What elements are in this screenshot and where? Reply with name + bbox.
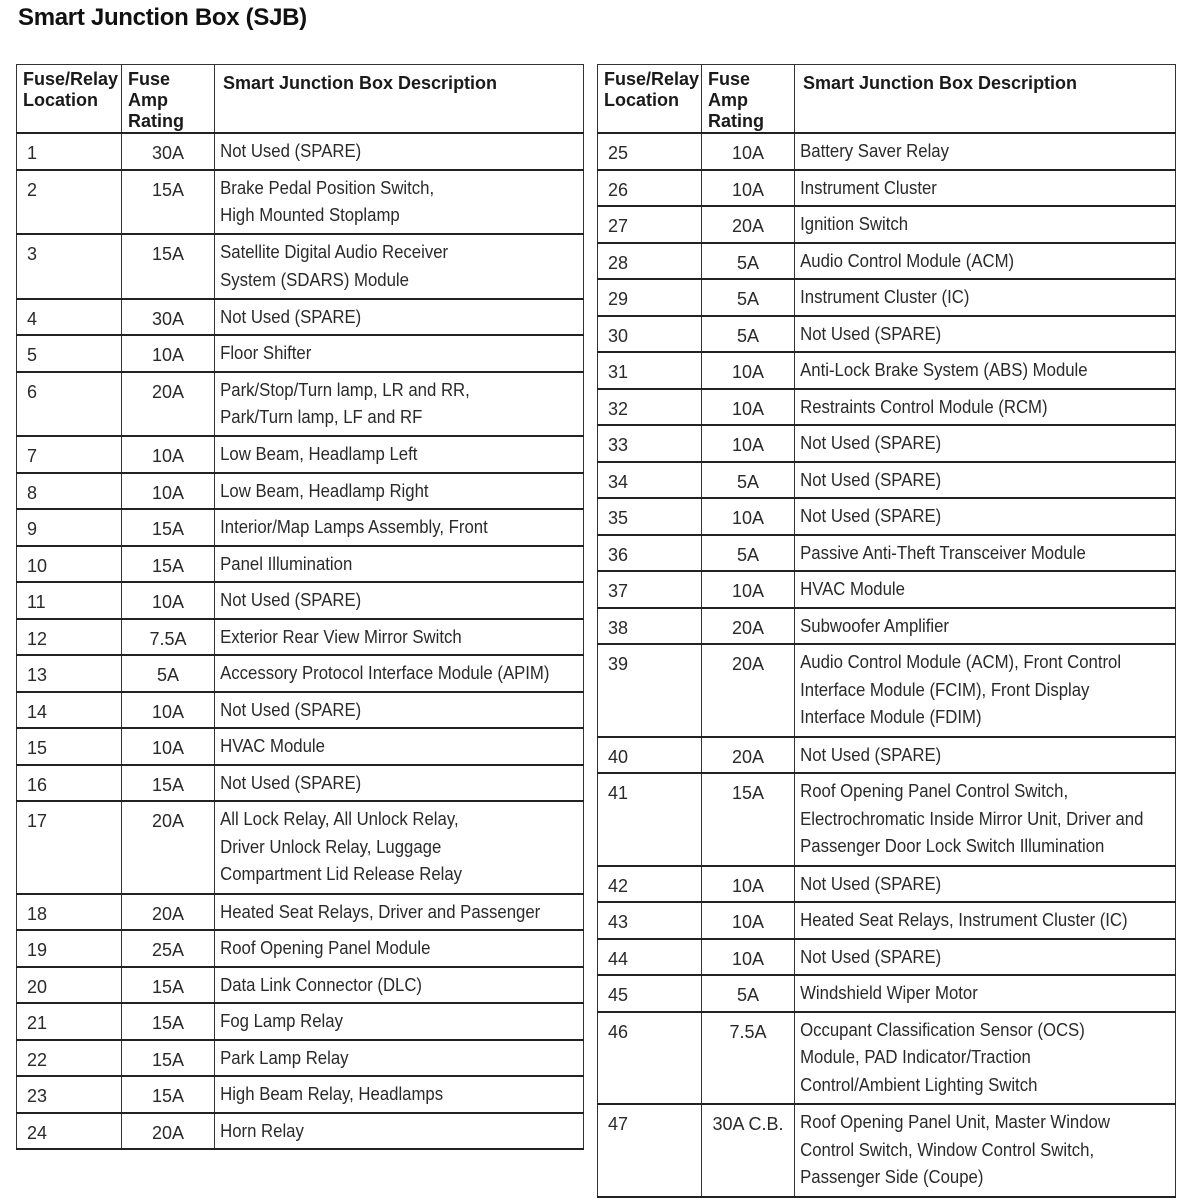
fuse-description: Interior/Map Lamps Assembly, Front xyxy=(215,509,558,546)
table-row xyxy=(598,773,1176,866)
fuse-amp-rating: 10A xyxy=(122,582,215,619)
fuse-location: 45 xyxy=(598,975,702,1012)
fuse-amp-rating: 15A xyxy=(122,234,215,299)
fuse-amp-rating: 10A xyxy=(122,692,215,729)
table-row xyxy=(17,335,584,372)
fuse-description: Ignition Switch xyxy=(795,206,1149,243)
table-row xyxy=(17,1113,584,1150)
fuse-amp-rating: 15A xyxy=(122,509,215,546)
fuse-amp-rating: 5A xyxy=(122,655,215,692)
fuse-amp-rating: 10A xyxy=(122,335,215,372)
table-row xyxy=(598,1104,1176,1197)
fuse-description: Low Beam, Headlamp Right xyxy=(215,473,558,510)
fuse-description: Roof Opening Panel Unit, Master Window Control Switch, Window Control Switch, Passenger Side (Coupe) xyxy=(795,1104,1149,1197)
table-row xyxy=(598,939,1176,976)
fuse-location: 23 xyxy=(17,1076,122,1113)
fuse-description: Brake Pedal Position Switch, High Mounted Stoplamp xyxy=(215,170,558,235)
fuse-location: 32 xyxy=(598,389,702,426)
table-row xyxy=(17,894,584,931)
fuse-description: Restraints Control Module (RCM) xyxy=(795,389,1149,426)
fuse-amp-rating: 10A xyxy=(702,571,795,608)
table-row xyxy=(17,473,584,510)
fuse-amp-rating: 10A xyxy=(122,436,215,473)
fuse-amp-rating: 5A xyxy=(702,975,795,1012)
table-row xyxy=(17,765,584,802)
fuse-location: 24 xyxy=(17,1113,122,1150)
header-location: Fuse/Relay Location xyxy=(17,65,122,134)
table-row xyxy=(598,316,1176,353)
table-row xyxy=(598,902,1176,939)
fuse-description: Instrument Cluster (IC) xyxy=(795,279,1149,316)
fuse-amp-rating: 10A xyxy=(702,389,795,426)
fuse-description: Audio Control Module (ACM), Front Control Interface Module (FCIM), Front Display Interface Module (FDIM) xyxy=(795,644,1149,737)
fuse-description: Exterior Rear View Mirror Switch xyxy=(215,619,558,656)
fuse-description: Windshield Wiper Motor xyxy=(795,975,1149,1012)
fuse-table-right xyxy=(597,64,1176,1198)
fuse-amp-rating: 10A xyxy=(702,866,795,903)
table-row xyxy=(17,372,584,437)
table-row xyxy=(598,608,1176,645)
table-row xyxy=(598,462,1176,499)
fuse-amp-rating: 15A xyxy=(122,1076,215,1113)
table-row xyxy=(598,279,1176,316)
fuse-amp-rating: 10A xyxy=(702,170,795,207)
table-row xyxy=(17,619,584,656)
header-row xyxy=(598,65,1176,134)
fuse-location: 21 xyxy=(17,1003,122,1040)
fuse-description: Not Used (SPARE) xyxy=(215,692,558,729)
fuse-amp-rating: 30A xyxy=(122,299,215,336)
fuse-description: Low Beam, Headlamp Left xyxy=(215,436,558,473)
fuse-description: Not Used (SPARE) xyxy=(215,582,558,619)
fuse-location: 20 xyxy=(17,967,122,1004)
fuse-description: Data Link Connector (DLC) xyxy=(215,967,558,1004)
table-row xyxy=(598,737,1176,774)
fuse-amp-rating: 10A xyxy=(702,902,795,939)
fuse-description: All Lock Relay, All Unlock Relay, Driver Unlock Relay, Luggage Compartment Lid Release Relay xyxy=(215,801,558,894)
fuse-location: 27 xyxy=(598,206,702,243)
fuse-location: 11 xyxy=(17,582,122,619)
table-row xyxy=(598,571,1176,608)
fuse-location: 43 xyxy=(598,902,702,939)
fuse-location: 38 xyxy=(598,608,702,645)
fuse-description: High Beam Relay, Headlamps xyxy=(215,1076,558,1113)
fuse-amp-rating: 30A xyxy=(122,133,215,170)
table-row xyxy=(17,436,584,473)
fuse-description: Not Used (SPARE) xyxy=(795,462,1149,499)
page-title: Smart Junction Box (SJB) xyxy=(18,4,307,31)
table-row xyxy=(598,866,1176,903)
table-row xyxy=(17,1040,584,1077)
table-row xyxy=(17,967,584,1004)
table-row xyxy=(17,930,584,967)
fuse-amp-rating: 5A xyxy=(702,279,795,316)
fuse-amp-rating: 10A xyxy=(702,498,795,535)
table-row xyxy=(17,1003,584,1040)
fuse-amp-rating: 7.5A xyxy=(122,619,215,656)
fuse-table-left xyxy=(16,64,584,1150)
fuse-location: 17 xyxy=(17,801,122,894)
fuse-amp-rating: 10A xyxy=(122,473,215,510)
fuse-description: Not Used (SPARE) xyxy=(215,765,558,802)
table-row xyxy=(598,206,1176,243)
fuse-amp-rating: 20A xyxy=(702,206,795,243)
fuse-location: 18 xyxy=(17,894,122,931)
fuse-location: 12 xyxy=(17,619,122,656)
table-row xyxy=(17,801,584,894)
table-row xyxy=(17,170,584,235)
header-amp-rating: Fuse Amp Rating xyxy=(122,65,215,134)
fuse-description: Not Used (SPARE) xyxy=(795,939,1149,976)
table-row xyxy=(17,133,584,170)
fuse-description: Not Used (SPARE) xyxy=(795,498,1149,535)
table-row xyxy=(598,133,1176,170)
fuse-description: Accessory Protocol Interface Module (APIM) xyxy=(215,655,558,692)
fuse-amp-rating: 15A xyxy=(122,1003,215,1040)
fuse-amp-rating: 10A xyxy=(702,425,795,462)
fuse-location: 22 xyxy=(17,1040,122,1077)
fuse-description: Not Used (SPARE) xyxy=(795,425,1149,462)
fuse-description: Subwoofer Amplifier xyxy=(795,608,1149,645)
fuse-location: 25 xyxy=(598,133,702,170)
fuse-description: Roof Opening Panel Control Switch, Electrochromatic Inside Mirror Unit, Driver and Passenger Door Lock Switch Illumination xyxy=(795,773,1149,866)
fuse-description: Heated Seat Relays, Instrument Cluster (IC) xyxy=(795,902,1149,939)
fuse-amp-rating: 15A xyxy=(702,773,795,866)
fuse-description: Roof Opening Panel Module xyxy=(215,930,558,967)
fuse-location: 41 xyxy=(598,773,702,866)
fuse-location: 34 xyxy=(598,462,702,499)
fuse-location: 19 xyxy=(17,930,122,967)
fuse-amp-rating: 5A xyxy=(702,316,795,353)
header-location: Fuse/Relay Location xyxy=(598,65,702,134)
fuse-location: 35 xyxy=(598,498,702,535)
table-row xyxy=(17,546,584,583)
table-row xyxy=(598,425,1176,462)
fuse-description: Panel Illumination xyxy=(215,546,558,583)
fuse-amp-rating: 20A xyxy=(122,894,215,931)
table-row xyxy=(17,582,584,619)
fuse-description: Not Used (SPARE) xyxy=(795,866,1149,903)
fuse-amp-rating: 5A xyxy=(702,243,795,280)
fuse-amp-rating: 25A xyxy=(122,930,215,967)
fuse-location: 47 xyxy=(598,1104,702,1197)
fuse-amp-rating: 15A xyxy=(122,765,215,802)
table-row xyxy=(598,535,1176,572)
fuse-amp-rating: 10A xyxy=(702,133,795,170)
fuse-location: 44 xyxy=(598,939,702,976)
fuse-description: Floor Shifter xyxy=(215,335,558,372)
header-description: Smart Junction Box Description xyxy=(795,65,1176,134)
fuse-location: 42 xyxy=(598,866,702,903)
fuse-amp-rating: 20A xyxy=(702,608,795,645)
fuse-location: 5 xyxy=(17,335,122,372)
table-row xyxy=(17,299,584,336)
fuse-location: 31 xyxy=(598,352,702,389)
fuse-location: 26 xyxy=(598,170,702,207)
table-row xyxy=(17,1076,584,1113)
fuse-location: 15 xyxy=(17,728,122,765)
fuse-location: 3 xyxy=(17,234,122,299)
table-row xyxy=(598,498,1176,535)
fuse-location: 16 xyxy=(17,765,122,802)
fuse-description: HVAC Module xyxy=(795,571,1149,608)
table-row xyxy=(598,170,1176,207)
table-row xyxy=(598,644,1176,737)
fuse-location: 39 xyxy=(598,644,702,737)
fuse-location: 40 xyxy=(598,737,702,774)
fuse-location: 37 xyxy=(598,571,702,608)
fuse-location: 33 xyxy=(598,425,702,462)
header-row xyxy=(17,65,584,134)
fuse-amp-rating: 7.5A xyxy=(702,1012,795,1105)
fuse-description: Occupant Classification Sensor (OCS) Module, PAD Indicator/Traction Control/Ambient Lighting Switch xyxy=(795,1012,1149,1105)
fuse-amp-rating: 30A C.B. xyxy=(702,1104,795,1197)
fuse-description: Park/Stop/Turn lamp, LR and RR, Park/Turn lamp, LF and RF xyxy=(215,372,558,437)
fuse-location: 2 xyxy=(17,170,122,235)
fuse-location: 8 xyxy=(17,473,122,510)
fuse-description: Battery Saver Relay xyxy=(795,133,1149,170)
table-row xyxy=(598,389,1176,426)
fuse-amp-rating: 5A xyxy=(702,462,795,499)
table-row xyxy=(598,243,1176,280)
table-row xyxy=(17,234,584,299)
fuse-amp-rating: 15A xyxy=(122,1040,215,1077)
fuse-description: Anti-Lock Brake System (ABS) Module xyxy=(795,352,1149,389)
table-row xyxy=(17,728,584,765)
fuse-amp-rating: 20A xyxy=(122,801,215,894)
fuse-amp-rating: 15A xyxy=(122,546,215,583)
fuse-location: 9 xyxy=(17,509,122,546)
fuse-amp-rating: 20A xyxy=(702,644,795,737)
fuse-description: Passive Anti-Theft Transceiver Module xyxy=(795,535,1149,572)
fuse-amp-rating: 20A xyxy=(122,1113,215,1150)
fuse-location: 29 xyxy=(598,279,702,316)
header-description: Smart Junction Box Description xyxy=(215,65,584,134)
table-row xyxy=(598,1012,1176,1105)
fuse-amp-rating: 20A xyxy=(702,737,795,774)
fuse-amp-rating: 10A xyxy=(702,939,795,976)
fuse-location: 7 xyxy=(17,436,122,473)
fuse-description: Not Used (SPARE) xyxy=(795,316,1149,353)
header-amp-rating: Fuse Amp Rating xyxy=(702,65,795,134)
fuse-description: Fog Lamp Relay xyxy=(215,1003,558,1040)
fuse-location: 10 xyxy=(17,546,122,583)
fuse-description: HVAC Module xyxy=(215,728,558,765)
fuse-location: 4 xyxy=(17,299,122,336)
fuse-description: Audio Control Module (ACM) xyxy=(795,243,1149,280)
fuse-description: Heated Seat Relays, Driver and Passenger xyxy=(215,894,558,931)
fuse-location: 14 xyxy=(17,692,122,729)
table-row xyxy=(598,975,1176,1012)
table-row xyxy=(17,692,584,729)
fuse-description: Not Used (SPARE) xyxy=(795,737,1149,774)
fuse-description: Not Used (SPARE) xyxy=(215,299,558,336)
fuse-amp-rating: 10A xyxy=(702,352,795,389)
fuse-location: 46 xyxy=(598,1012,702,1105)
fuse-amp-rating: 5A xyxy=(702,535,795,572)
table-row xyxy=(598,352,1176,389)
fuse-amp-rating: 15A xyxy=(122,967,215,1004)
fuse-location: 36 xyxy=(598,535,702,572)
fuse-location: 30 xyxy=(598,316,702,353)
fuse-location: 6 xyxy=(17,372,122,437)
fuse-location: 28 xyxy=(598,243,702,280)
fuse-location: 13 xyxy=(17,655,122,692)
fuse-amp-rating: 20A xyxy=(122,372,215,437)
fuse-description: Satellite Digital Audio Receiver System (SDARS) Module xyxy=(215,234,558,299)
fuse-description: Not Used (SPARE) xyxy=(215,133,558,170)
fuse-location: 1 xyxy=(17,133,122,170)
table-row xyxy=(17,509,584,546)
fuse-amp-rating: 10A xyxy=(122,728,215,765)
fuse-description: Horn Relay xyxy=(215,1113,558,1150)
table-row xyxy=(17,655,584,692)
fuse-description: Park Lamp Relay xyxy=(215,1040,558,1077)
fuse-description: Instrument Cluster xyxy=(795,170,1149,207)
fuse-amp-rating: 15A xyxy=(122,170,215,235)
